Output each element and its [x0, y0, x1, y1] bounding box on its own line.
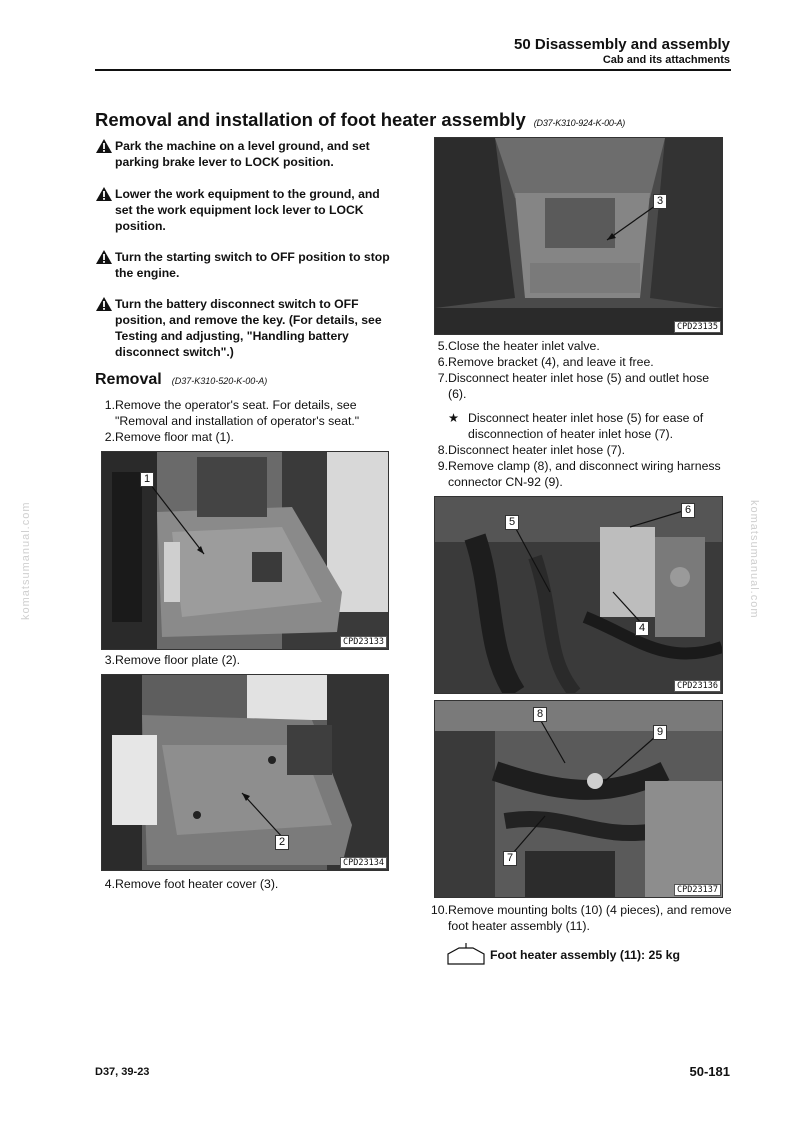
- step-7: [428, 370, 728, 402]
- step-10-text: Remove mounting bolts (10) (4 pieces), and remove foot heater assembly (11).: [448, 903, 732, 933]
- step-9: [428, 458, 728, 490]
- step-3: [95, 652, 395, 668]
- warning-3-text: Turn the starting switch to OFF position to stop the engine.: [115, 250, 390, 280]
- warning-3: [95, 249, 400, 281]
- step-4: [95, 876, 395, 892]
- figure-clamp-connector: [434, 700, 723, 898]
- step-8-number: 8.: [437, 443, 448, 457]
- step-6: [428, 354, 728, 370]
- foot-heater-cover-photo: [435, 138, 722, 334]
- figure-code-cpd23135: CPD23135: [674, 321, 721, 333]
- removal-heading: [95, 371, 267, 389]
- step-10-number: 10.: [430, 903, 448, 917]
- warning-triangle-icon: [95, 249, 113, 265]
- callout-1: 1: [140, 472, 154, 487]
- clamp-connector-photo: [435, 701, 722, 897]
- section-heading: Cab and its attachments: [602, 54, 730, 66]
- step-8-text: Disconnect heater inlet hose (7).: [448, 443, 626, 457]
- callout-2: 2: [275, 835, 289, 850]
- step-4-text: Remove foot heater cover (3).: [115, 877, 279, 891]
- step-6-text: Remove bracket (4), and leave it free.: [448, 355, 654, 369]
- footer-page-number: 50-181: [689, 1064, 730, 1079]
- callout-7: 7: [503, 851, 517, 866]
- step-8: [428, 442, 728, 458]
- figure-heater-hoses: [434, 496, 723, 694]
- header-rule: [95, 69, 731, 71]
- figure-code-cpd23137: CPD23137: [674, 884, 721, 896]
- step-7-number: 7.: [437, 371, 448, 385]
- callout-4: 4: [635, 621, 649, 636]
- figure-code-cpd23133: CPD23133: [340, 636, 387, 648]
- callout-9: 9: [653, 725, 667, 740]
- watermark-right: komatsumanual.com: [748, 500, 760, 619]
- warning-triangle-icon: [95, 296, 113, 312]
- step-4-number: 4.: [104, 877, 115, 891]
- figure-code-cpd23136: CPD23136: [674, 680, 721, 692]
- step-2-number: 2.: [104, 430, 115, 444]
- star-icon: ★: [448, 411, 460, 425]
- step-1-text: Remove the operator's seat. For details, see "Removal and installation of operator's seat.": [115, 398, 360, 428]
- step-1: [95, 397, 395, 429]
- figure-foot-heater-cover: [434, 137, 723, 335]
- warning-triangle-icon: [95, 138, 113, 154]
- warning-2: [95, 186, 400, 234]
- step-5: [428, 338, 728, 354]
- floor-plate-photo: [102, 675, 388, 870]
- warning-2-text: Lower the work equipment to the ground, and set the work equipment lock lever to LOCK position.: [115, 187, 380, 233]
- figure-floor-plate: [101, 674, 389, 871]
- callout-8: 8: [533, 707, 547, 722]
- callout-5: 5: [505, 515, 519, 530]
- watermark-left: komatsumanual.com: [20, 501, 32, 620]
- callout-3: 3: [653, 194, 667, 209]
- warning-4: [95, 296, 400, 360]
- footer-model: D37, 39-23: [95, 1066, 150, 1078]
- step-9-text: Remove clamp (8), and disconnect wiring harness connector CN-92 (9).: [448, 459, 721, 489]
- weight-text: Foot heater assembly (11): 25 kg: [490, 948, 680, 962]
- step-2-text: Remove floor mat (1).: [115, 430, 234, 444]
- heater-hoses-photo: [435, 497, 722, 693]
- page-title-text: Removal and installation of foot heater assembly: [95, 109, 526, 130]
- step-2: [95, 429, 395, 445]
- figure-code-cpd23134: CPD23134: [340, 857, 387, 869]
- removal-heading-text: Removal: [95, 371, 162, 388]
- chapter-heading: 50 Disassembly and assembly: [514, 36, 730, 53]
- step-9-number: 9.: [437, 459, 448, 473]
- step-10: [428, 902, 733, 934]
- figure-floor-mat: [101, 451, 389, 650]
- step-7-text: Disconnect heater inlet hose (5) and outlet hose (6).: [448, 371, 710, 401]
- removal-code: (D37-K310-520-K-00-A): [171, 376, 268, 386]
- callout-6: 6: [681, 503, 695, 518]
- page-title: [95, 109, 625, 131]
- warning-1-text: Park the machine on a level ground, and set parking brake lever to LOCK position.: [115, 139, 370, 169]
- step-3-text: Remove floor plate (2).: [115, 653, 241, 667]
- step-5-number: 5.: [437, 339, 448, 353]
- step-1-number: 1.: [104, 398, 115, 412]
- step-6-number: 6.: [437, 355, 448, 369]
- step-7-note: [448, 410, 733, 442]
- step-5-text: Close the heater inlet valve.: [448, 339, 600, 353]
- weight-icon: [447, 943, 485, 965]
- step-7-note-text: Disconnect heater inlet hose (5) for ease of disconnection of heater inlet hose (7).: [468, 411, 704, 441]
- page-title-code: (D37-K310-924-K-00-A): [533, 118, 626, 128]
- warning-triangle-icon: [95, 186, 113, 202]
- step-3-number: 3.: [104, 653, 115, 667]
- warning-1: [95, 138, 400, 170]
- warning-4-text: Turn the battery disconnect switch to OFF position, and remove the key. (For details, see Testing and adjusting, "Handling battery disconnect switch".): [115, 297, 382, 359]
